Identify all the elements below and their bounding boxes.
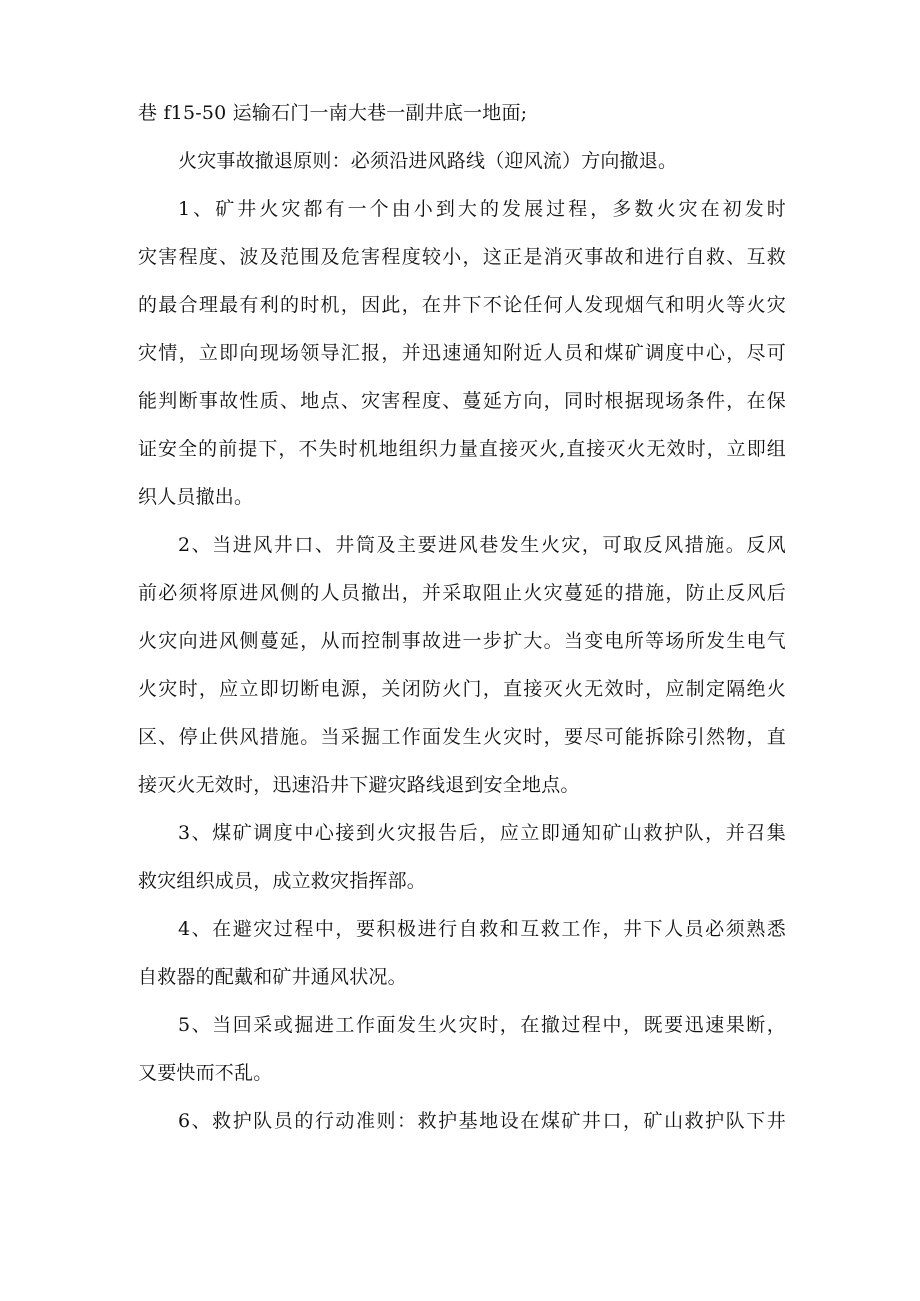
document-page <box>138 96 786 1138</box>
paragraph-2-line: 区、停止供风措施。当采掘工作面发生火灾时，要尽可能拆除引然物，直 <box>138 726 786 748</box>
paragraph-4-line: 自救器的配戴和矿井通风状况。 <box>138 966 407 988</box>
paragraph-3-line: 3、煤矿调度中心接到火灾报告后，应立即通知矿山救护队，并召集 <box>178 822 786 844</box>
paragraph-5-line: 又要快而不乱。 <box>138 1062 273 1084</box>
paragraph-1-line: 灾情，立即向现场领导汇报，并迅速通知附近人员和煤矿调度中心，尽可 <box>138 342 786 364</box>
text-line: 巷 f15-50 运输石门一南大巷一副井底一地面; <box>138 102 528 124</box>
paragraph-2-line: 接灭火无效时，迅速沿井下避灾路线退到安全地点。 <box>138 774 580 796</box>
paragraph-1-line: 能判断事故性质、地点、灾害程度、蔓延方向，同时根据现场条件，在保 <box>138 390 786 412</box>
paragraph-2-line: 火灾向进风侧蔓延，从而控制事故进一步扩大。当变电所等场所发生电气 <box>138 630 786 652</box>
paragraph-2-line: 前必须将原进风侧的人员撤出，并采取阻止火灾蔓延的措施，防止反风后 <box>138 582 786 604</box>
paragraph-1-line: 织人员撤出。 <box>138 486 254 508</box>
paragraph-1-line: 灾害程度、波及范围及危害程度较小，这正是消灭事故和进行自救、互救 <box>138 246 786 268</box>
paragraph-2-line: 火灾时，应立即切断电源，关闭防火门，直接灭火无效时，应制定隔绝火 <box>138 678 786 700</box>
paragraph-1-line: 的最合理最有利的时机，因此，在井下不论任何人发现烟气和明火等火灾 <box>138 294 786 316</box>
paragraph-3-line: 救灾组织成员，成立救灾指挥部。 <box>138 870 427 892</box>
paragraph-1-line: 1、矿井火灾都有一个由小到大的发展过程，多数火灾在初发时 <box>178 198 786 220</box>
paragraph-2-line: 2、当进风井口、井筒及主要进风巷发生火灾，可取反风措施。反风 <box>178 534 786 556</box>
paragraph-4-line: 4、在避灾过程中，要积极进行自救和互救工作，井下人员必须熟悉 <box>178 918 786 940</box>
paragraph-heading: 火灾事故撤退原则：必须沿进风路线（迎风流）方向撤退。 <box>178 150 678 172</box>
paragraph-5-line: 5、当回采或掘进工作面发生火灾时，在撤过程中，既要迅速果断， <box>178 1014 786 1036</box>
paragraph-6-line: 6、救护队员的行动准则：救护基地设在煤矿井口，矿山救护队下井 <box>178 1110 786 1132</box>
paragraph-1-line: 证安全的前提下，不失时机地组织力量直接灭火,直接灭火无效时，立即组 <box>138 438 786 460</box>
